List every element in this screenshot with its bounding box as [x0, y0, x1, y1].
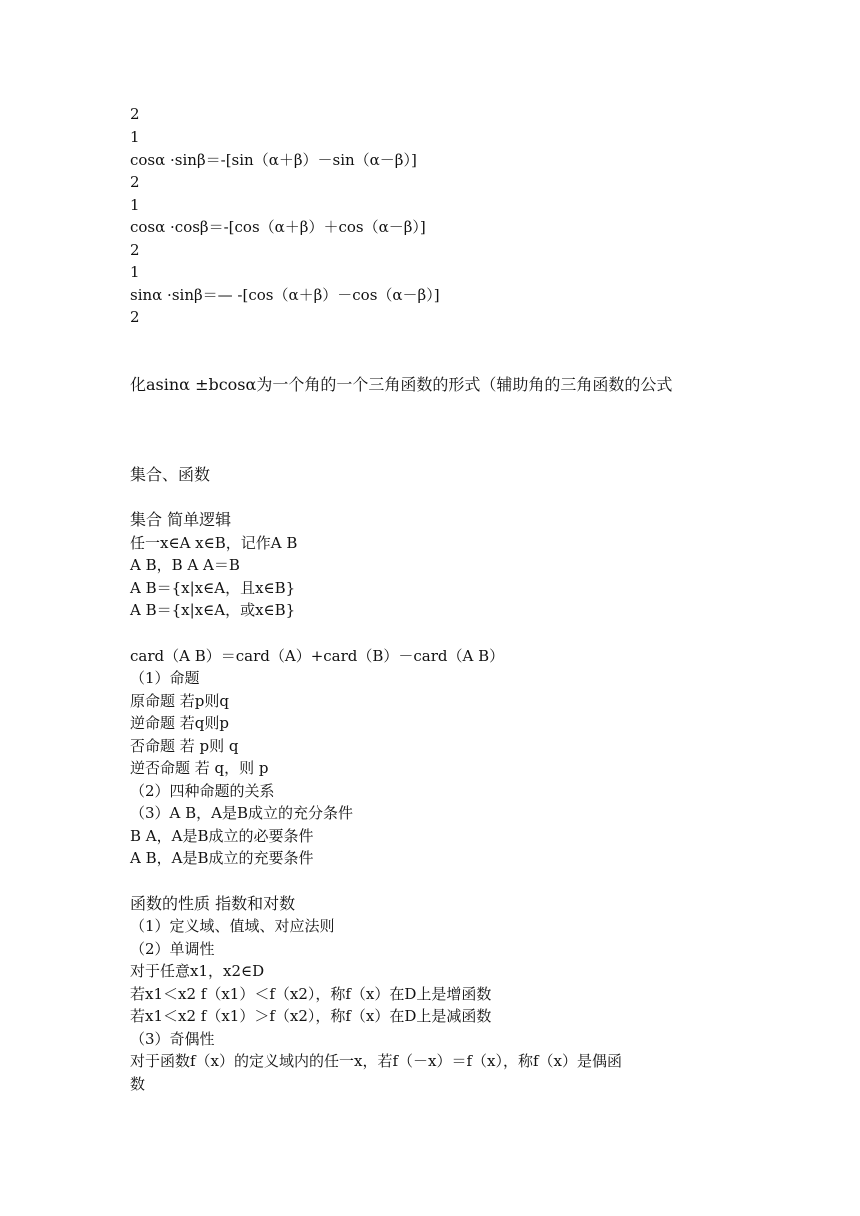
text-line: （3）A B，A是B成立的充分条件: [130, 804, 354, 822]
section-title-sets-functions: 集合、函数: [130, 465, 211, 484]
text-line: 若x1＜x2 f（x1）＜f（x2），称f（x）在D上是增函数: [130, 985, 492, 1003]
text-line: card（A B）＝card（A）+card（B）－card（A B）: [130, 647, 505, 665]
text-line: 对于任意x1，x2∈D: [130, 962, 265, 980]
subsection-title-function-properties: 函数的性质 指数和对数: [130, 894, 296, 913]
text-line: B A，A是B成立的必要条件: [130, 827, 314, 845]
text-line: 逆命题 若q则p: [130, 714, 229, 732]
text-line: 2: [130, 308, 140, 326]
text-line: 2: [130, 241, 140, 259]
text-line: （3）奇偶性: [130, 1030, 215, 1048]
text-line: A B＝{x|x∈A，且x∈B}: [130, 579, 296, 597]
text-line: 1: [130, 263, 140, 281]
text-line: （2）单调性: [130, 940, 215, 958]
text-line: 数: [130, 1075, 146, 1093]
text-line: 否命题 若 p则 q: [130, 737, 239, 755]
formula-cos-cos: cosα ·cosβ＝-[cos（α＋β）＋cos（α－β）]: [130, 218, 426, 236]
text-line: A B，A是B成立的充要条件: [130, 849, 314, 867]
text-line: 1: [130, 196, 140, 214]
text-line: 若x1＜x2 f（x1）＞f（x2），称f（x）在D上是减函数: [130, 1007, 492, 1025]
text-line: 1: [130, 128, 140, 146]
auxiliary-angle-heading: 化asinα ±bcosα为一个角的一个三角函数的形式（辅助角的三角函数的公式: [130, 375, 673, 394]
text-line: A B＝{x|x∈A，或x∈B}: [130, 601, 296, 619]
text-line: 任一x∈A x∈B，记作A B: [130, 534, 298, 552]
formula-sin-sin: sinα ·sinβ＝— -[cos（α＋β）－cos（α－β）]: [130, 286, 440, 304]
text-line: 对于函数f（x）的定义域内的任一x，若f（－x）＝f（x），称f（x）是偶函: [130, 1052, 623, 1070]
text-line: 逆否命题 若 q，则 p: [130, 759, 269, 777]
text-line: A B，B A A＝B: [130, 556, 240, 574]
text-line: 2: [130, 173, 140, 191]
text-line: （1）定义域、值域、对应法则: [130, 917, 335, 935]
formula-cos-sin: cosα ·sinβ＝-[sin（α＋β）－sin（α－β）]: [130, 151, 417, 169]
subsection-title-sets-logic: 集合 简单逻辑: [130, 510, 232, 529]
text-line: 2: [130, 105, 140, 123]
text-line: （1）命题: [130, 669, 200, 687]
text-line: 原命题 若p则q: [130, 692, 229, 710]
text-line: （2）四种命题的关系: [130, 782, 275, 800]
